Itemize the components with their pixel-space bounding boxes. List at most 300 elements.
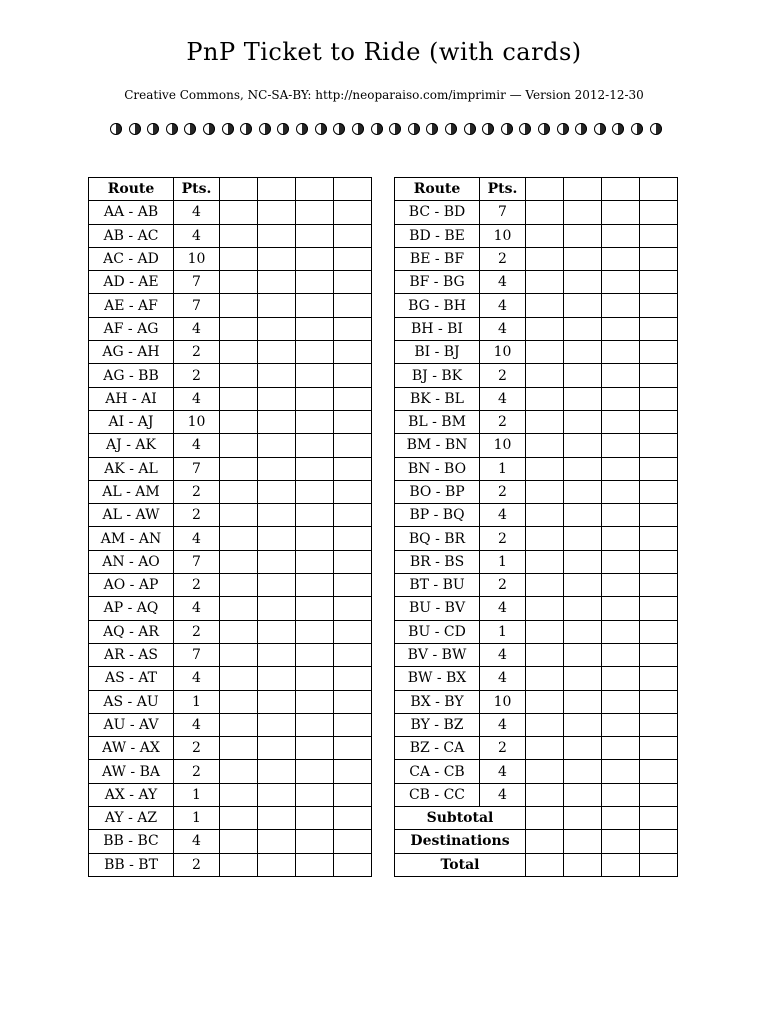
score-blank-cell bbox=[258, 527, 296, 550]
score-blank-cell bbox=[220, 667, 258, 690]
route-cell: BT - BU bbox=[395, 574, 480, 597]
score-circle-icon bbox=[333, 123, 345, 135]
score-blank-cell bbox=[334, 690, 372, 713]
route-cell: AO - AP bbox=[89, 574, 174, 597]
score-blank-cell bbox=[564, 690, 602, 713]
points-cell: 1 bbox=[480, 457, 526, 480]
points-cell: 10 bbox=[480, 434, 526, 457]
score-blank-cell bbox=[526, 574, 564, 597]
score-blank-cell bbox=[258, 760, 296, 783]
table-row bbox=[89, 597, 372, 620]
score-blank-cell bbox=[258, 737, 296, 760]
score-blank-cell bbox=[526, 690, 564, 713]
score-blank-cell bbox=[602, 201, 640, 224]
score-blank-cell bbox=[564, 667, 602, 690]
points-cell: 4 bbox=[480, 783, 526, 806]
points-cell: 4 bbox=[480, 317, 526, 340]
route-cell: BZ - CA bbox=[395, 737, 480, 760]
score-blank-cell bbox=[602, 597, 640, 620]
table-row bbox=[395, 643, 678, 666]
score-blank-cell bbox=[526, 224, 564, 247]
points-cell: 4 bbox=[480, 667, 526, 690]
table-row bbox=[395, 667, 678, 690]
points-cell: 4 bbox=[174, 667, 220, 690]
score-blank-cell bbox=[526, 410, 564, 433]
table-row bbox=[395, 480, 678, 503]
score-blank-cell bbox=[564, 364, 602, 387]
route-cell: AL - AW bbox=[89, 504, 174, 527]
route-cell: AS - AU bbox=[89, 690, 174, 713]
score-blank-cell bbox=[258, 317, 296, 340]
route-cell: AI - AJ bbox=[89, 410, 174, 433]
route-cell: AJ - AK bbox=[89, 434, 174, 457]
table-row bbox=[89, 690, 372, 713]
score-blank-cell bbox=[564, 597, 602, 620]
score-blank-cell bbox=[296, 247, 334, 270]
score-blank-cell bbox=[564, 201, 602, 224]
score-blank-cell bbox=[296, 643, 334, 666]
score-blank-cell bbox=[296, 527, 334, 550]
score-blank-cell bbox=[334, 271, 372, 294]
score-blank-cell bbox=[258, 480, 296, 503]
score-blank-cell bbox=[640, 713, 678, 736]
score-blank-cell bbox=[602, 410, 640, 433]
score-blank-cell bbox=[564, 341, 602, 364]
score-circle-icon bbox=[129, 123, 141, 135]
table-row bbox=[89, 527, 372, 550]
table-row bbox=[89, 574, 372, 597]
score-blank-cell bbox=[258, 434, 296, 457]
score-blank-cell bbox=[526, 271, 564, 294]
score-blank-cell bbox=[602, 550, 640, 573]
score-blank-cell bbox=[526, 480, 564, 503]
score-blank-cell bbox=[602, 620, 640, 643]
score-blank-cell bbox=[564, 574, 602, 597]
route-cell: BK - BL bbox=[395, 387, 480, 410]
score-blank-cell bbox=[296, 224, 334, 247]
points-cell: 7 bbox=[174, 294, 220, 317]
points-cell: 2 bbox=[480, 247, 526, 270]
table-row bbox=[395, 457, 678, 480]
table-row bbox=[395, 690, 678, 713]
route-cell: BL - BM bbox=[395, 410, 480, 433]
route-cell: AL - AM bbox=[89, 480, 174, 503]
points-cell: 2 bbox=[480, 480, 526, 503]
score-blank-cell bbox=[296, 620, 334, 643]
route-cell: AF - AG bbox=[89, 317, 174, 340]
route-cell: AW - AX bbox=[89, 737, 174, 760]
score-blank-cell bbox=[258, 294, 296, 317]
table-row bbox=[89, 830, 372, 853]
route-cell: CA - CB bbox=[395, 760, 480, 783]
score-blank-cell bbox=[602, 457, 640, 480]
points-cell: 7 bbox=[480, 201, 526, 224]
score-blank-cell bbox=[296, 317, 334, 340]
score-circle-icon bbox=[371, 123, 383, 135]
score-blank-cell bbox=[602, 504, 640, 527]
score-blank-cell bbox=[220, 760, 258, 783]
score-blank-cell bbox=[258, 667, 296, 690]
score-blank-cell bbox=[296, 457, 334, 480]
score-blank-cell bbox=[296, 271, 334, 294]
route-cell: BM - BN bbox=[395, 434, 480, 457]
score-blank-cell bbox=[602, 760, 640, 783]
score-blank-cell bbox=[296, 807, 334, 830]
player-column-header bbox=[220, 178, 258, 201]
score-blank-cell bbox=[296, 713, 334, 736]
table-row bbox=[395, 620, 678, 643]
table-row bbox=[89, 550, 372, 573]
points-cell: 2 bbox=[174, 853, 220, 876]
route-cell: BI - BJ bbox=[395, 341, 480, 364]
route-cell: AK - AL bbox=[89, 457, 174, 480]
route-cell: AB - AC bbox=[89, 224, 174, 247]
score-blank-cell bbox=[640, 294, 678, 317]
route-cell: BG - BH bbox=[395, 294, 480, 317]
score-blank-cell bbox=[296, 201, 334, 224]
score-blank-cell bbox=[296, 737, 334, 760]
points-cell: 10 bbox=[480, 224, 526, 247]
score-blank-cell bbox=[334, 597, 372, 620]
table-row bbox=[395, 294, 678, 317]
score-blank-cell bbox=[564, 480, 602, 503]
score-blank-cell bbox=[258, 643, 296, 666]
score-blank-cell bbox=[258, 807, 296, 830]
score-circle-icon bbox=[501, 123, 513, 135]
score-blank-cell bbox=[602, 643, 640, 666]
table-row bbox=[89, 341, 372, 364]
score-blank-cell bbox=[220, 317, 258, 340]
route-cell: AW - BA bbox=[89, 760, 174, 783]
points-cell: 2 bbox=[480, 527, 526, 550]
score-circle-icon bbox=[277, 123, 289, 135]
score-blank-cell bbox=[334, 224, 372, 247]
score-blank-cell bbox=[640, 434, 678, 457]
route-cell: BN - BO bbox=[395, 457, 480, 480]
score-blank-cell bbox=[526, 643, 564, 666]
route-cell: AH - AI bbox=[89, 387, 174, 410]
score-blank-cell bbox=[334, 201, 372, 224]
points-cell: 4 bbox=[174, 224, 220, 247]
score-blank-cell bbox=[640, 667, 678, 690]
score-blank-cell bbox=[564, 830, 602, 853]
score-blank-cell bbox=[220, 480, 258, 503]
summary-row bbox=[395, 853, 678, 876]
score-blank-cell bbox=[526, 550, 564, 573]
score-blank-cell bbox=[602, 294, 640, 317]
score-blank-cell bbox=[334, 620, 372, 643]
route-cell: AC - AD bbox=[89, 247, 174, 270]
route-cell: BD - BE bbox=[395, 224, 480, 247]
table-row bbox=[395, 224, 678, 247]
score-blank-cell bbox=[296, 480, 334, 503]
score-blank-cell bbox=[334, 434, 372, 457]
score-blank-cell bbox=[640, 457, 678, 480]
table-row bbox=[89, 294, 372, 317]
score-blank-cell bbox=[564, 807, 602, 830]
score-blank-cell bbox=[526, 853, 564, 876]
score-blank-cell bbox=[602, 387, 640, 410]
route-cell: BX - BY bbox=[395, 690, 480, 713]
score-blank-cell bbox=[334, 737, 372, 760]
score-blank-cell bbox=[564, 457, 602, 480]
route-cell: BH - BI bbox=[395, 317, 480, 340]
route-header: Route bbox=[395, 178, 480, 201]
score-blank-cell bbox=[640, 247, 678, 270]
summary-row bbox=[395, 830, 678, 853]
score-blank-cell bbox=[220, 807, 258, 830]
route-cell: BB - BC bbox=[89, 830, 174, 853]
score-circle-icon bbox=[482, 123, 494, 135]
route-cell: BP - BQ bbox=[395, 504, 480, 527]
route-cell: AM - AN bbox=[89, 527, 174, 550]
table-row bbox=[395, 737, 678, 760]
points-cell: 4 bbox=[480, 643, 526, 666]
player-column-header bbox=[526, 178, 564, 201]
table-row bbox=[89, 667, 372, 690]
route-cell: BU - BV bbox=[395, 597, 480, 620]
score-circle-icon bbox=[464, 123, 476, 135]
score-circle-icon bbox=[240, 123, 252, 135]
route-cell: AS - AT bbox=[89, 667, 174, 690]
score-circle-icon bbox=[315, 123, 327, 135]
score-blank-cell bbox=[258, 504, 296, 527]
score-blank-cell bbox=[526, 387, 564, 410]
score-blank-cell bbox=[334, 574, 372, 597]
score-blank-cell bbox=[220, 201, 258, 224]
table-row bbox=[89, 737, 372, 760]
table-row bbox=[395, 341, 678, 364]
route-header: Route bbox=[89, 178, 174, 201]
score-blank-cell bbox=[526, 341, 564, 364]
table-row bbox=[89, 201, 372, 224]
score-blank-cell bbox=[602, 713, 640, 736]
score-circle-icon bbox=[352, 123, 364, 135]
score-blank-cell bbox=[602, 737, 640, 760]
score-circle-icon bbox=[408, 123, 420, 135]
score-circle-icon bbox=[575, 123, 587, 135]
score-blank-cell bbox=[602, 667, 640, 690]
score-blank-cell bbox=[640, 271, 678, 294]
score-blank-cell bbox=[334, 480, 372, 503]
score-blank-cell bbox=[334, 807, 372, 830]
score-circle-icon bbox=[426, 123, 438, 135]
score-blank-cell bbox=[296, 853, 334, 876]
points-cell: 2 bbox=[174, 504, 220, 527]
score-blank-cell bbox=[220, 364, 258, 387]
route-cell: AG - AH bbox=[89, 341, 174, 364]
score-blank-cell bbox=[296, 410, 334, 433]
score-blank-cell bbox=[220, 341, 258, 364]
score-blank-cell bbox=[334, 853, 372, 876]
score-circle-icon bbox=[259, 123, 271, 135]
table-row bbox=[395, 201, 678, 224]
summary-label: Destinations bbox=[395, 830, 526, 853]
score-blank-cell bbox=[334, 760, 372, 783]
score-blank-cell bbox=[220, 690, 258, 713]
route-cell: AG - BB bbox=[89, 364, 174, 387]
points-cell: 10 bbox=[480, 341, 526, 364]
pts-header: Pts. bbox=[174, 178, 220, 201]
score-blank-cell bbox=[640, 574, 678, 597]
table-row bbox=[89, 783, 372, 806]
route-cell: AU - AV bbox=[89, 713, 174, 736]
player-column-header bbox=[640, 178, 678, 201]
points-cell: 4 bbox=[174, 387, 220, 410]
score-blank-cell bbox=[334, 830, 372, 853]
header-row bbox=[89, 178, 372, 201]
table-row bbox=[395, 713, 678, 736]
route-cell: AN - AO bbox=[89, 550, 174, 573]
points-cell: 4 bbox=[480, 294, 526, 317]
score-circle-icon bbox=[184, 123, 196, 135]
score-blank-cell bbox=[564, 434, 602, 457]
score-blank-cell bbox=[526, 364, 564, 387]
score-blank-cell bbox=[334, 364, 372, 387]
score-blank-cell bbox=[258, 690, 296, 713]
score-blank-cell bbox=[640, 341, 678, 364]
points-cell: 4 bbox=[174, 201, 220, 224]
score-blank-cell bbox=[296, 434, 334, 457]
score-blank-cell bbox=[564, 550, 602, 573]
score-blank-cell bbox=[258, 783, 296, 806]
points-cell: 4 bbox=[174, 830, 220, 853]
player-column-header bbox=[334, 178, 372, 201]
score-blank-cell bbox=[564, 853, 602, 876]
score-circle-icon bbox=[389, 123, 401, 135]
routes-table-left bbox=[88, 177, 372, 877]
score-blank-cell bbox=[334, 527, 372, 550]
points-cell: 10 bbox=[174, 247, 220, 270]
score-blank-cell bbox=[334, 643, 372, 666]
score-blank-cell bbox=[220, 457, 258, 480]
score-blank-cell bbox=[220, 737, 258, 760]
score-blank-cell bbox=[564, 387, 602, 410]
score-blank-cell bbox=[602, 690, 640, 713]
score-blank-cell bbox=[602, 364, 640, 387]
route-cell: AY - AZ bbox=[89, 807, 174, 830]
table-row bbox=[395, 317, 678, 340]
route-cell: BR - BS bbox=[395, 550, 480, 573]
score-blank-cell bbox=[334, 294, 372, 317]
score-blank-cell bbox=[526, 760, 564, 783]
score-tracker-circles bbox=[110, 120, 662, 138]
points-cell: 7 bbox=[174, 457, 220, 480]
score-blank-cell bbox=[220, 224, 258, 247]
score-blank-cell bbox=[220, 853, 258, 876]
score-blank-cell bbox=[258, 341, 296, 364]
score-blank-cell bbox=[258, 387, 296, 410]
points-cell: 10 bbox=[174, 410, 220, 433]
score-blank-cell bbox=[526, 620, 564, 643]
score-blank-cell bbox=[296, 387, 334, 410]
score-blank-cell bbox=[526, 434, 564, 457]
points-cell: 2 bbox=[480, 737, 526, 760]
table-row bbox=[395, 434, 678, 457]
score-blank-cell bbox=[526, 317, 564, 340]
score-circle-icon bbox=[147, 123, 159, 135]
score-blank-cell bbox=[334, 504, 372, 527]
score-blank-cell bbox=[602, 853, 640, 876]
score-blank-cell bbox=[220, 294, 258, 317]
player-column-header bbox=[602, 178, 640, 201]
page-title: PnP Ticket to Ride (with cards) bbox=[186, 38, 582, 66]
score-blank-cell bbox=[602, 527, 640, 550]
route-cell: BU - CD bbox=[395, 620, 480, 643]
points-cell: 4 bbox=[480, 387, 526, 410]
score-blank-cell bbox=[564, 620, 602, 643]
score-blank-cell bbox=[258, 830, 296, 853]
points-cell: 1 bbox=[174, 690, 220, 713]
score-blank-cell bbox=[640, 620, 678, 643]
points-cell: 4 bbox=[174, 317, 220, 340]
table-row bbox=[395, 527, 678, 550]
score-blank-cell bbox=[220, 574, 258, 597]
score-blank-cell bbox=[640, 317, 678, 340]
route-cell: AR - AS bbox=[89, 643, 174, 666]
score-circle-icon bbox=[166, 123, 178, 135]
table-row bbox=[89, 224, 372, 247]
score-circle-icon bbox=[538, 123, 550, 135]
route-cell: AP - AQ bbox=[89, 597, 174, 620]
points-cell: 2 bbox=[174, 480, 220, 503]
score-blank-cell bbox=[526, 830, 564, 853]
summary-label: Subtotal bbox=[395, 807, 526, 830]
score-blank-cell bbox=[296, 667, 334, 690]
table-row bbox=[395, 550, 678, 573]
player-column-header bbox=[564, 178, 602, 201]
score-blank-cell bbox=[296, 341, 334, 364]
score-blank-cell bbox=[220, 783, 258, 806]
score-blank-cell bbox=[220, 597, 258, 620]
score-blank-cell bbox=[220, 713, 258, 736]
points-cell: 4 bbox=[480, 713, 526, 736]
table-row bbox=[395, 247, 678, 270]
score-blank-cell bbox=[640, 760, 678, 783]
route-cell: BC - BD bbox=[395, 201, 480, 224]
score-blank-cell bbox=[564, 713, 602, 736]
table-row bbox=[89, 480, 372, 503]
routes-table-right bbox=[394, 177, 678, 877]
table-row bbox=[395, 387, 678, 410]
score-blank-cell bbox=[334, 247, 372, 270]
score-circle-icon bbox=[519, 123, 531, 135]
route-cell: BV - BW bbox=[395, 643, 480, 666]
score-blank-cell bbox=[640, 643, 678, 666]
score-blank-cell bbox=[220, 620, 258, 643]
points-cell: 4 bbox=[174, 527, 220, 550]
table-row bbox=[89, 434, 372, 457]
score-blank-cell bbox=[258, 597, 296, 620]
route-cell: BE - BF bbox=[395, 247, 480, 270]
score-blank-cell bbox=[334, 667, 372, 690]
score-blank-cell bbox=[526, 527, 564, 550]
score-blank-cell bbox=[296, 504, 334, 527]
score-blank-cell bbox=[296, 364, 334, 387]
route-cell: BJ - BK bbox=[395, 364, 480, 387]
table-row bbox=[395, 783, 678, 806]
score-blank-cell bbox=[334, 410, 372, 433]
score-blank-cell bbox=[258, 364, 296, 387]
score-blank-cell bbox=[640, 550, 678, 573]
points-cell: 4 bbox=[480, 760, 526, 783]
points-cell: 2 bbox=[174, 364, 220, 387]
score-blank-cell bbox=[564, 760, 602, 783]
points-cell: 4 bbox=[480, 504, 526, 527]
score-circle-icon bbox=[222, 123, 234, 135]
route-cell: BY - BZ bbox=[395, 713, 480, 736]
score-blank-cell bbox=[220, 527, 258, 550]
